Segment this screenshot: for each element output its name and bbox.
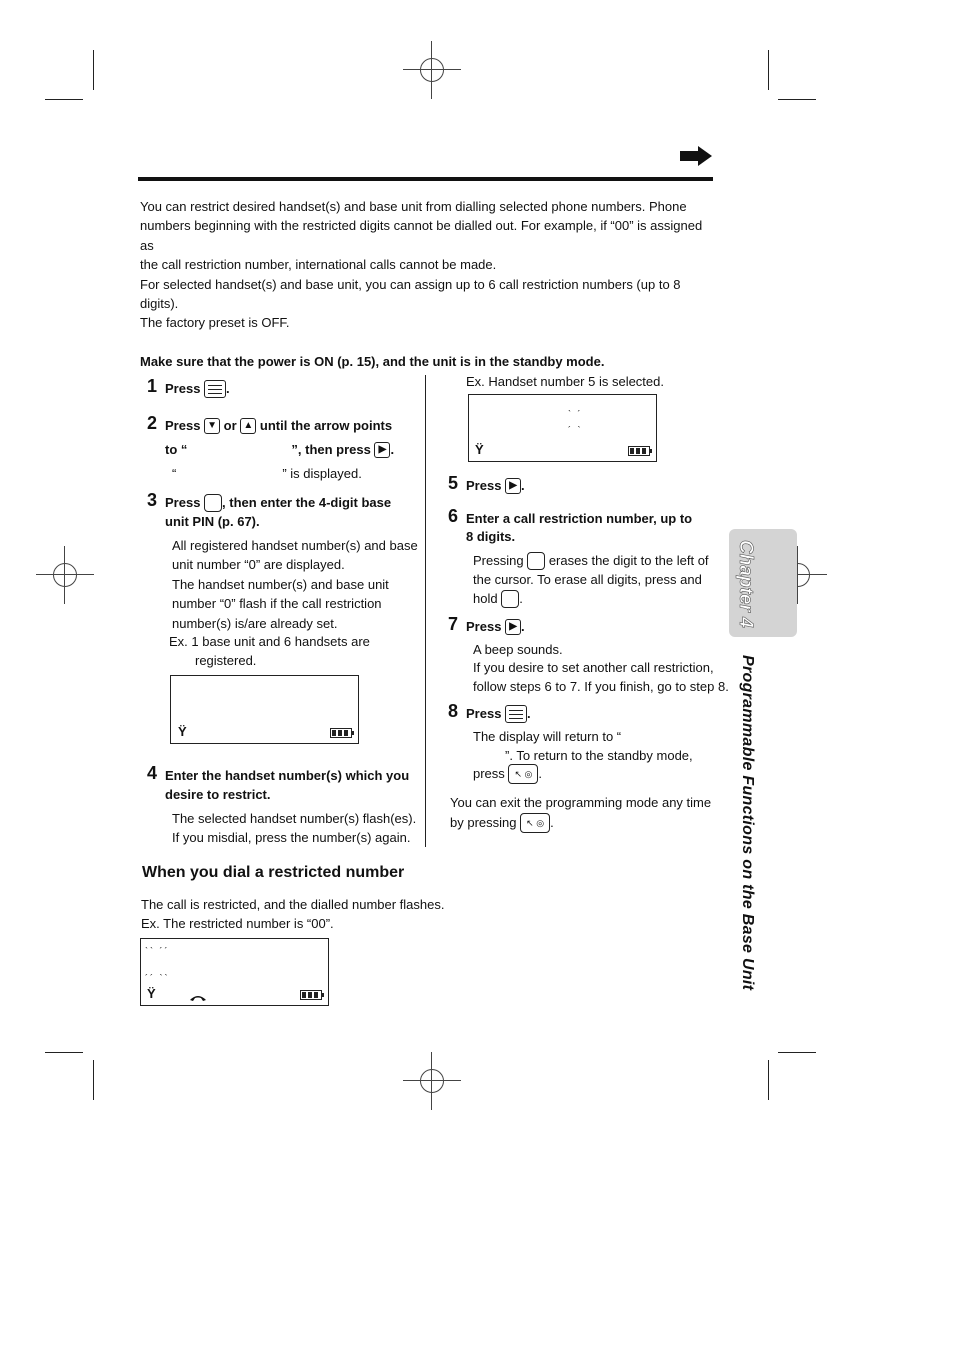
step-7-note: If you desire to set another call restriction, [473,660,714,675]
note-end: . [519,591,523,606]
step-8-note: The display will return to “ [473,729,622,744]
step-6: Enter a call restriction number, up to [466,511,693,526]
note-text: hold [473,591,498,606]
intro-line: the call restriction number, international calls cannot be made. [140,257,497,273]
right-key-icon: ▶ [505,619,521,635]
step-4-line2: desire to restrict. [165,787,271,802]
section-heading: When you dial a restricted number [142,864,405,881]
restricted-note: The call is restricted, and the dialled number flashes. [141,897,445,912]
note-text: Pressing [473,553,524,568]
step-2-or: or [223,418,237,433]
step-5 [466,476,525,495]
step-3-example: Ex. 1 base unit and 6 handsets are [169,634,370,649]
step-number: 6 [448,506,459,526]
step-8-note [473,764,542,785]
lcd-display-selected [468,394,657,462]
step-7-note: A beep sounds. [473,642,563,657]
step-6-note [473,589,523,609]
step-2-text: ”, then press [291,442,371,457]
step-number: 5 [448,473,459,493]
exit-note: You can exit the programming mode any time [450,795,712,810]
note-line: The handset number(s) and base unit [172,576,389,592]
exit-note [450,813,554,834]
step-3-line2: unit PIN (p. 67). [165,514,260,529]
step-5-text: Press [466,478,502,493]
restricted-example: Ex. The restricted number is “00”. [141,916,334,931]
right-key-icon: ▶ [374,442,390,458]
step-number: 8 [448,701,459,721]
step-7 [466,617,525,636]
step-2-line2 [165,440,394,459]
step-8-end: . [527,706,531,721]
example-selected: Ex. Handset number 5 is selected. [466,374,664,389]
step-7-note: follow steps 6 to 7. If you finish, go to step 8. [473,679,729,694]
note-line: number(s) is/are already set. [172,615,338,631]
step-2-display-note [172,464,362,483]
step-2-text: to “ [165,442,188,457]
antenna-icon: Ÿ [178,724,187,739]
handset-icon [189,989,207,997]
lcd-display-registered [170,675,359,744]
note-end: . [538,766,543,781]
step-1-text: Press [165,381,201,396]
note-line: unit number “0” are displayed. [172,557,345,573]
step-8-note: ”. To return to the standby mode, [505,748,693,763]
step-number: 7 [448,614,459,634]
off-key-icon: ↖ ◎ [520,813,550,833]
flash-marks: `` ´´ [145,946,170,956]
battery-icon [628,446,650,456]
step-number: 2 [147,413,158,433]
clear-key-icon [501,590,519,608]
quote-open: “ [172,466,177,481]
step-3-text: Press [165,495,201,510]
battery-icon [300,990,322,1000]
right-arrow-icon [680,146,712,166]
menu-key-icon [505,705,527,723]
intro-line: numbers beginning with the restricted digits cannot be dialled out. For example, if “00” is assigned as [140,218,703,253]
registration-mark-top [420,58,444,82]
antenna-icon: Ÿ [475,442,484,457]
note-text: erases the digit to the left of [548,553,709,568]
step-3-example: registered. [195,653,257,668]
prereq-note: Make sure that the power is ON (p. 15), and the unit is in the standby mode. [140,354,605,369]
step-3 [165,493,391,513]
step-number: 3 [147,490,158,510]
step-7-end: . [521,619,525,634]
step-4-note: The selected handset number(s) flash(es). [172,811,417,826]
step-1-end: . [226,381,230,396]
registration-mark-bottom [420,1069,444,1093]
intro-line: The factory preset is OFF. [140,315,290,331]
note-text: press [473,766,505,781]
step-number: 1 [147,376,158,396]
header-rule [138,177,713,181]
column-divider [425,375,426,847]
display-note: ” is displayed. [282,466,362,481]
step-8-text: Press [466,706,502,721]
note-end: . [550,815,554,830]
note-line: All registered handset number(s) and base [172,538,418,553]
menu-key-icon [204,380,226,398]
battery-icon [330,728,352,738]
flash-marks: ´´ `` [145,973,170,983]
step-3-text: , then enter the 4-digit base [222,495,392,510]
step-8 [466,704,531,724]
step-number: 4 [147,763,158,783]
step-5-end: . [521,478,525,493]
up-key-icon: ▲ [240,418,256,434]
step-4-note: If you misdial, press the number(s) again. [172,830,411,845]
step-6-line2: 8 digits. [466,529,516,544]
registration-mark-left [53,563,77,587]
step-2-end: . [390,442,395,457]
step-1 [165,379,230,399]
step-2-text: Press [165,418,201,433]
lcd-display-restricted [140,938,329,1006]
down-key-icon: ▼ [204,418,220,434]
flash-marks: ` ´ [568,409,583,419]
intro-line: For selected handset(s) and base unit, you can assign up to 6 call restriction numbers (up to 8 digits). [140,276,681,312]
blank-key-icon [204,494,222,512]
chapter-title: Programmable Functions on the Base Unit [739,655,756,991]
step-7-text: Press [466,619,502,634]
clear-key-icon [527,552,545,570]
step-6-note [473,551,709,571]
note-text: by pressing [450,815,517,830]
intro-line: You can restrict desired handset(s) and base unit from dialling selected phone numbers. Phone [140,199,687,214]
chapter-label: Chapter 4 [735,540,756,628]
step-3-notes [172,536,418,633]
flash-marks: ´ ` [568,425,583,435]
step-2 [165,416,392,435]
step-6-note: the cursor. To erase all digits, press and [473,572,702,587]
right-key-icon: ▶ [505,478,521,494]
note-line: number “0” flash if the call restriction [172,596,382,612]
step-2-text: until the arrow points [259,418,393,433]
antenna-icon: Ÿ [147,986,156,1001]
step-4: Enter the handset number(s) which you [165,768,410,783]
off-key-icon: ↖ ◎ [508,764,538,784]
intro-paragraph [140,197,715,333]
